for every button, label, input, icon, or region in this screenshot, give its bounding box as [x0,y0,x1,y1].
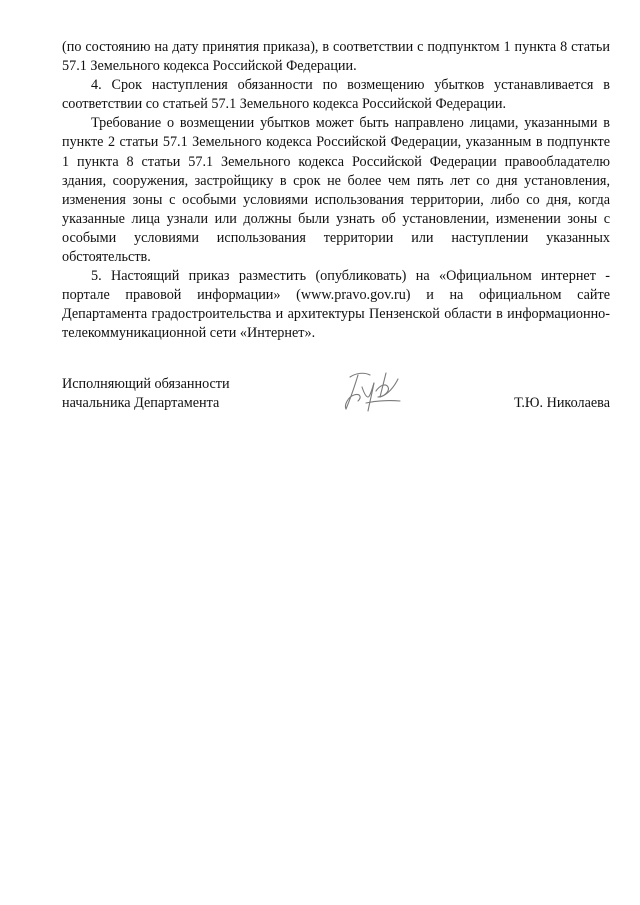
signatory-position [62,375,230,413]
signatory-position-line-1: Исполняющий обязанности [62,376,230,392]
document-body [62,38,610,344]
paragraph-item-4: 4. Срок наступления обязанности по возмещению убытков устанавливается в соответствии со статьей 57.1 Земельного кодекса Российской Федерации. [62,77,610,113]
signatory-position-line-2: начальника Департамента [62,395,220,412]
paragraph-continuation: (по состоянию на дату принятия приказа), в соответствии с подпунктом 1 пункта 8 статьи 57.1 Земельного кодекса Российской Федерации. [62,39,610,75]
signature-block [62,375,610,425]
handwritten-signature-icon [336,367,406,415]
paragraph-item-5: 5. Настоящий приказ разместить (опубликовать) на «Официальном интернет - портале правовой информации» (www.pravo.gov.ru) и на официальном сайте Департамента градостроительства и архитектуры Пензенской области в информационно-телекоммуникационной сети «Интернет». [62,268,610,342]
signatory-name: Т.Ю. Николаева [514,395,610,411]
paragraph-damages-claim: Требование о возмещении убытков может быть направлено лицами, указанными в пункте 2 статьи 57.1 Земельного кодекса Российской Федерации, указанным в подпункте 1 пункта 8 статьи 57.1 Земельного кодекса Российской Федерации правообладателю здания, сооружения, застройщику в срок не более чем пять лет со дня установления, изменения зоны с особыми условиями использования территории, либо со дня, когда указанные лица узнали или должны были узнать об установлении, изменении зоны с особыми условиями использования территории или наступлении указанных обстоятельств. [62,115,610,266]
